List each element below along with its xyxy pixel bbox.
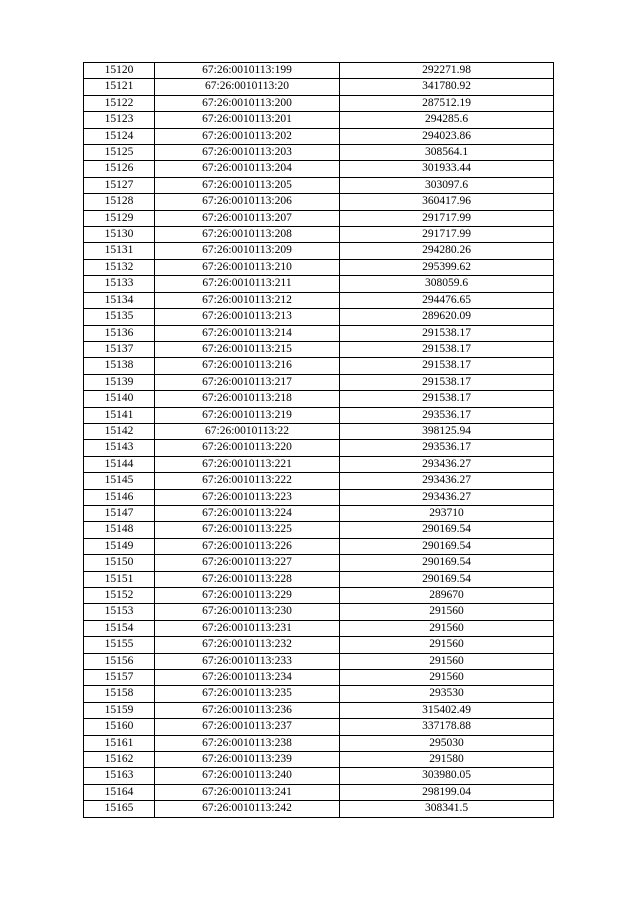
cadastral-value-cell: 298199.04 bbox=[340, 784, 554, 800]
table-row bbox=[84, 637, 554, 653]
row-number-cell: 15127 bbox=[84, 177, 155, 193]
table-row bbox=[84, 63, 554, 79]
cadastral-value-cell: 291560 bbox=[340, 653, 554, 669]
table-row bbox=[84, 391, 554, 407]
table-row bbox=[84, 719, 554, 735]
table-row bbox=[84, 686, 554, 702]
cadastral-number-cell: 67:26:0010113:226 bbox=[155, 538, 340, 554]
cadastral-number-cell: 67:26:0010113:218 bbox=[155, 391, 340, 407]
cadastral-number-cell: 67:26:0010113:209 bbox=[155, 243, 340, 259]
row-number-cell: 15162 bbox=[84, 752, 155, 768]
table-row bbox=[84, 752, 554, 768]
cadastral-number-cell: 67:26:0010113:205 bbox=[155, 177, 340, 193]
cadastral-value-cell: 291538.17 bbox=[340, 374, 554, 390]
table-row bbox=[84, 653, 554, 669]
cadastral-value-cell: 293436.27 bbox=[340, 456, 554, 472]
table-row bbox=[84, 259, 554, 275]
table-row bbox=[84, 670, 554, 686]
row-number-cell: 15139 bbox=[84, 374, 155, 390]
cadastral-number-cell: 67:26:0010113:216 bbox=[155, 358, 340, 374]
row-number-cell: 15120 bbox=[84, 63, 155, 79]
cadastral-value-cell: 291580 bbox=[340, 752, 554, 768]
cadastral-number-cell: 67:26:0010113:217 bbox=[155, 374, 340, 390]
table-row bbox=[84, 407, 554, 423]
row-number-cell: 15152 bbox=[84, 588, 155, 604]
row-number-cell: 15164 bbox=[84, 784, 155, 800]
cadastral-value-cell: 341780.92 bbox=[340, 79, 554, 95]
cadastral-value-cell: 291560 bbox=[340, 670, 554, 686]
row-number-cell: 15122 bbox=[84, 95, 155, 111]
row-number-cell: 15132 bbox=[84, 259, 155, 275]
cadastral-value-cell: 295030 bbox=[340, 735, 554, 751]
row-number-cell: 15140 bbox=[84, 391, 155, 407]
cadastral-value-cell: 303097.6 bbox=[340, 177, 554, 193]
cadastral-number-cell: 67:26:0010113:208 bbox=[155, 227, 340, 243]
table-row bbox=[84, 784, 554, 800]
table-row bbox=[84, 292, 554, 308]
cadastral-value-cell: 293530 bbox=[340, 686, 554, 702]
cadastral-number-cell: 67:26:0010113:214 bbox=[155, 325, 340, 341]
table-row bbox=[84, 735, 554, 751]
cadastral-number-cell: 67:26:0010113:229 bbox=[155, 588, 340, 604]
cadastral-value-table bbox=[83, 62, 554, 818]
table-row bbox=[84, 210, 554, 226]
row-number-cell: 15147 bbox=[84, 505, 155, 521]
cadastral-value-cell: 291538.17 bbox=[340, 325, 554, 341]
row-number-cell: 15150 bbox=[84, 555, 155, 571]
cadastral-value-cell: 308564.1 bbox=[340, 145, 554, 161]
cadastral-number-cell: 67:26:0010113:203 bbox=[155, 145, 340, 161]
row-number-cell: 15145 bbox=[84, 473, 155, 489]
row-number-cell: 15125 bbox=[84, 145, 155, 161]
cadastral-value-cell: 291560 bbox=[340, 604, 554, 620]
table-row bbox=[84, 95, 554, 111]
cadastral-number-cell: 67:26:0010113:201 bbox=[155, 112, 340, 128]
cadastral-number-cell: 67:26:0010113:233 bbox=[155, 653, 340, 669]
row-number-cell: 15133 bbox=[84, 276, 155, 292]
table-row bbox=[84, 341, 554, 357]
row-number-cell: 15148 bbox=[84, 522, 155, 538]
table-row bbox=[84, 423, 554, 439]
table-row bbox=[84, 79, 554, 95]
cadastral-number-cell: 67:26:0010113:230 bbox=[155, 604, 340, 620]
cadastral-value-cell: 289670 bbox=[340, 588, 554, 604]
table-row bbox=[84, 456, 554, 472]
row-number-cell: 15134 bbox=[84, 292, 155, 308]
cadastral-value-cell: 294023.86 bbox=[340, 128, 554, 144]
table-row bbox=[84, 505, 554, 521]
cadastral-number-cell: 67:26:0010113:223 bbox=[155, 489, 340, 505]
table-row bbox=[84, 309, 554, 325]
cadastral-number-cell: 67:26:0010113:236 bbox=[155, 702, 340, 718]
cadastral-number-cell: 67:26:0010113:219 bbox=[155, 407, 340, 423]
table-row bbox=[84, 571, 554, 587]
cadastral-number-cell: 67:26:0010113:234 bbox=[155, 670, 340, 686]
cadastral-number-cell: 67:26:0010113:221 bbox=[155, 456, 340, 472]
table-row bbox=[84, 112, 554, 128]
cadastral-value-cell: 337178.88 bbox=[340, 719, 554, 735]
cadastral-number-cell: 67:26:0010113:22 bbox=[155, 423, 340, 439]
cadastral-number-cell: 67:26:0010113:232 bbox=[155, 637, 340, 653]
cadastral-number-cell: 67:26:0010113:200 bbox=[155, 95, 340, 111]
cadastral-value-cell: 291538.17 bbox=[340, 358, 554, 374]
cadastral-value-cell: 308059.6 bbox=[340, 276, 554, 292]
table-row bbox=[84, 489, 554, 505]
cadastral-value-cell: 295399.62 bbox=[340, 259, 554, 275]
cadastral-value-cell: 293536.17 bbox=[340, 407, 554, 423]
row-number-cell: 15149 bbox=[84, 538, 155, 554]
table-row bbox=[84, 768, 554, 784]
row-number-cell: 15135 bbox=[84, 309, 155, 325]
cadastral-value-cell: 294280.26 bbox=[340, 243, 554, 259]
cadastral-number-cell: 67:26:0010113:240 bbox=[155, 768, 340, 784]
cadastral-number-cell: 67:26:0010113:215 bbox=[155, 341, 340, 357]
cadastral-number-cell: 67:26:0010113:211 bbox=[155, 276, 340, 292]
row-number-cell: 15163 bbox=[84, 768, 155, 784]
cadastral-value-cell: 289620.09 bbox=[340, 309, 554, 325]
cadastral-value-cell: 293536.17 bbox=[340, 440, 554, 456]
cadastral-number-cell: 67:26:0010113:207 bbox=[155, 210, 340, 226]
table-row bbox=[84, 555, 554, 571]
cadastral-number-cell: 67:26:0010113:235 bbox=[155, 686, 340, 702]
table-row bbox=[84, 145, 554, 161]
cadastral-number-cell: 67:26:0010113:204 bbox=[155, 161, 340, 177]
cadastral-value-cell: 292271.98 bbox=[340, 63, 554, 79]
cadastral-number-cell: 67:26:0010113:237 bbox=[155, 719, 340, 735]
row-number-cell: 15128 bbox=[84, 194, 155, 210]
cadastral-value-cell: 291538.17 bbox=[340, 341, 554, 357]
cadastral-value-cell: 290169.54 bbox=[340, 538, 554, 554]
row-number-cell: 15155 bbox=[84, 637, 155, 653]
cadastral-value-cell: 287512.19 bbox=[340, 95, 554, 111]
row-number-cell: 15156 bbox=[84, 653, 155, 669]
table-row bbox=[84, 522, 554, 538]
cadastral-value-cell: 398125.94 bbox=[340, 423, 554, 439]
table-row bbox=[84, 325, 554, 341]
cadastral-number-cell: 67:26:0010113:242 bbox=[155, 801, 340, 817]
cadastral-number-cell: 67:26:0010113:224 bbox=[155, 505, 340, 521]
table-row bbox=[84, 801, 554, 817]
row-number-cell: 15144 bbox=[84, 456, 155, 472]
cadastral-number-cell: 67:26:0010113:20 bbox=[155, 79, 340, 95]
cadastral-number-cell: 67:26:0010113:220 bbox=[155, 440, 340, 456]
row-number-cell: 15154 bbox=[84, 620, 155, 636]
cadastral-number-cell: 67:26:0010113:202 bbox=[155, 128, 340, 144]
cadastral-value-cell: 291717.99 bbox=[340, 210, 554, 226]
row-number-cell: 15124 bbox=[84, 128, 155, 144]
table-row bbox=[84, 358, 554, 374]
cadastral-number-cell: 67:26:0010113:241 bbox=[155, 784, 340, 800]
row-number-cell: 15161 bbox=[84, 735, 155, 751]
row-number-cell: 15165 bbox=[84, 801, 155, 817]
cadastral-number-cell: 67:26:0010113:239 bbox=[155, 752, 340, 768]
row-number-cell: 15126 bbox=[84, 161, 155, 177]
cadastral-value-cell: 301933.44 bbox=[340, 161, 554, 177]
table-row bbox=[84, 702, 554, 718]
row-number-cell: 15141 bbox=[84, 407, 155, 423]
row-number-cell: 15143 bbox=[84, 440, 155, 456]
table-row bbox=[84, 374, 554, 390]
row-number-cell: 15137 bbox=[84, 341, 155, 357]
row-number-cell: 15153 bbox=[84, 604, 155, 620]
cadastral-value-cell: 291538.17 bbox=[340, 391, 554, 407]
cadastral-number-cell: 67:26:0010113:225 bbox=[155, 522, 340, 538]
row-number-cell: 15158 bbox=[84, 686, 155, 702]
row-number-cell: 15131 bbox=[84, 243, 155, 259]
cadastral-value-cell: 290169.54 bbox=[340, 555, 554, 571]
cadastral-value-cell: 291560 bbox=[340, 637, 554, 653]
cadastral-value-cell: 293710 bbox=[340, 505, 554, 521]
table-row bbox=[84, 128, 554, 144]
cadastral-number-cell: 67:26:0010113:199 bbox=[155, 63, 340, 79]
row-number-cell: 15138 bbox=[84, 358, 155, 374]
table-row bbox=[84, 276, 554, 292]
cadastral-value-cell: 315402.49 bbox=[340, 702, 554, 718]
table-row bbox=[84, 620, 554, 636]
row-number-cell: 15142 bbox=[84, 423, 155, 439]
table-row bbox=[84, 588, 554, 604]
table-body bbox=[84, 63, 554, 818]
cadastral-number-cell: 67:26:0010113:227 bbox=[155, 555, 340, 571]
row-number-cell: 15160 bbox=[84, 719, 155, 735]
cadastral-number-cell: 67:26:0010113:210 bbox=[155, 259, 340, 275]
cadastral-value-cell: 308341.5 bbox=[340, 801, 554, 817]
table-row bbox=[84, 538, 554, 554]
cadastral-value-cell: 294285.6 bbox=[340, 112, 554, 128]
row-number-cell: 15129 bbox=[84, 210, 155, 226]
cadastral-number-cell: 67:26:0010113:228 bbox=[155, 571, 340, 587]
table-row bbox=[84, 243, 554, 259]
cadastral-number-cell: 67:26:0010113:206 bbox=[155, 194, 340, 210]
cadastral-value-cell: 291560 bbox=[340, 620, 554, 636]
table-row bbox=[84, 194, 554, 210]
cadastral-number-cell: 67:26:0010113:222 bbox=[155, 473, 340, 489]
row-number-cell: 15146 bbox=[84, 489, 155, 505]
row-number-cell: 15121 bbox=[84, 79, 155, 95]
row-number-cell: 15130 bbox=[84, 227, 155, 243]
cadastral-value-cell: 294476.65 bbox=[340, 292, 554, 308]
table-row bbox=[84, 161, 554, 177]
cadastral-value-cell: 290169.54 bbox=[340, 522, 554, 538]
cadastral-value-cell: 290169.54 bbox=[340, 571, 554, 587]
row-number-cell: 15123 bbox=[84, 112, 155, 128]
table-row bbox=[84, 227, 554, 243]
cadastral-number-cell: 67:26:0010113:212 bbox=[155, 292, 340, 308]
row-number-cell: 15151 bbox=[84, 571, 155, 587]
row-number-cell: 15159 bbox=[84, 702, 155, 718]
cadastral-value-cell: 293436.27 bbox=[340, 473, 554, 489]
cadastral-number-cell: 67:26:0010113:231 bbox=[155, 620, 340, 636]
cadastral-number-cell: 67:26:0010113:238 bbox=[155, 735, 340, 751]
cadastral-value-cell: 293436.27 bbox=[340, 489, 554, 505]
cadastral-number-cell: 67:26:0010113:213 bbox=[155, 309, 340, 325]
table-row bbox=[84, 473, 554, 489]
cadastral-value-cell: 303980.05 bbox=[340, 768, 554, 784]
row-number-cell: 15157 bbox=[84, 670, 155, 686]
table-row bbox=[84, 604, 554, 620]
cadastral-value-cell: 360417.96 bbox=[340, 194, 554, 210]
table-row bbox=[84, 177, 554, 193]
cadastral-value-cell: 291717.99 bbox=[340, 227, 554, 243]
row-number-cell: 15136 bbox=[84, 325, 155, 341]
table-row bbox=[84, 440, 554, 456]
